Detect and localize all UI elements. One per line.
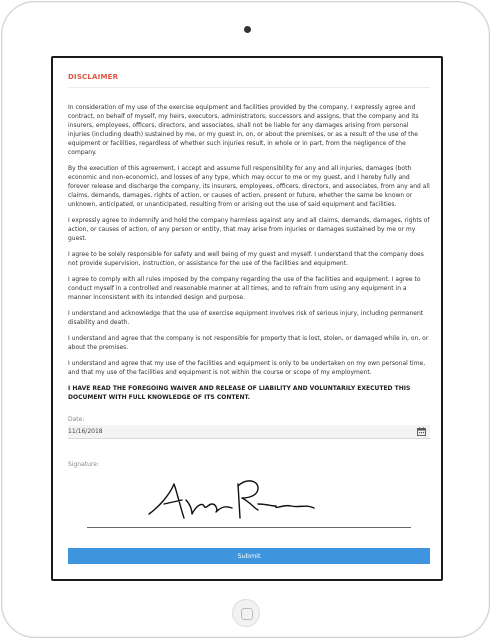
disclaimer-paragraph: I agree to be solely responsible for safety and well being of my guest and myself. I understand that the company does not provide supervision, instruction, or assistance for the use of the facilities and equipment. [68, 251, 424, 267]
disclaimer-body [68, 103, 430, 402]
disclaimer-form [68, 58, 430, 532]
signature-baseline [87, 527, 411, 528]
disclaimer-paragraph: I expressly agree to indemnify and hold the company harmless against any and all claims, demands, damages, rights of action, or causes of action, of any person or entity, that may arise from injuries or damages sustained by me or my guest. [68, 217, 430, 242]
title-divider [68, 87, 430, 88]
calendar-icon[interactable] [417, 427, 426, 436]
disclaimer-title: DISCLAIMER [68, 73, 119, 81]
disclaimer-paragraph: I understand and agree that the company is not responsible for property that is lost, stolen, or damaged while in, on, or about the premises. [68, 335, 429, 351]
disclaimer-paragraph: By the execution of this agreement, I accept and assume full responsibility for any and all injuries, damages (both economic and non-economic), and losses of any type, which may occur to me or my guest, and I hereby fully and forever release and discharge the company, its insurers, employees, officers, directors, and associates, from any and all claims, demands, damages, rights of action, or causes of action, present or future, whether the same be known or unknown, anticipated, or unanticipated, resulting from or arising out the use of said equipment and facilities. [68, 165, 430, 208]
camera [244, 26, 251, 33]
tablet-frame [1, 1, 490, 638]
signature-stroke [146, 474, 336, 526]
date-field[interactable] [68, 425, 430, 439]
date-value: 11/16/2018 [68, 428, 103, 435]
disclaimer-paragraph: In consideration of my use of the exercise equipment and facilities provided by the company, I expressly agree and contract, on behalf of myself, my heirs, executors, administrators, successors and assigns, that the company and its insurers, employees, officers, directors, and associates, shall not be liable for any damages arising from personal injuries (including death) sustained by me, or my guest in, on, or about the premises, or as a result of the use of the equipment or facilities, regardless of whether such injuries result, in whole or in part, from the negligence of the company. [68, 104, 419, 156]
signature-label: Signature: [68, 461, 99, 468]
acknowledgement-text: I HAVE READ THE FOREGOING WAIVER AND RELEASE OF LIABILITY AND VOLUNTARILY EXECUTED THIS DOCUMENT WITH FULL KNOWLEDGE OF ITS CONTENT. [68, 385, 411, 401]
disclaimer-paragraph: I understand and agree that my use of the facilities and equipment is only to be undertaken on my own personal time, and that my use of the facilities and equipment is not within the course or scope of my employment. [68, 360, 426, 376]
screen [51, 56, 443, 581]
disclaimer-paragraph: I understand and acknowledge that the use of exercise equipment involves risk of serious injury, including permanent disability and death. [68, 310, 424, 326]
signature-pad[interactable] [68, 470, 430, 532]
submit-button[interactable]: Submit [68, 548, 430, 564]
date-label: Date: [68, 416, 85, 423]
home-button[interactable] [232, 599, 260, 627]
home-square-icon [241, 608, 253, 620]
disclaimer-paragraph: I agree to comply with all rules imposed by the company regarding the use of the facilities and equipment. I agree to conduct myself in a controlled and reasonable manner at all times, and to refrain from using any equipment in a manner inconsistent with its intended design and purpose. [68, 276, 421, 301]
